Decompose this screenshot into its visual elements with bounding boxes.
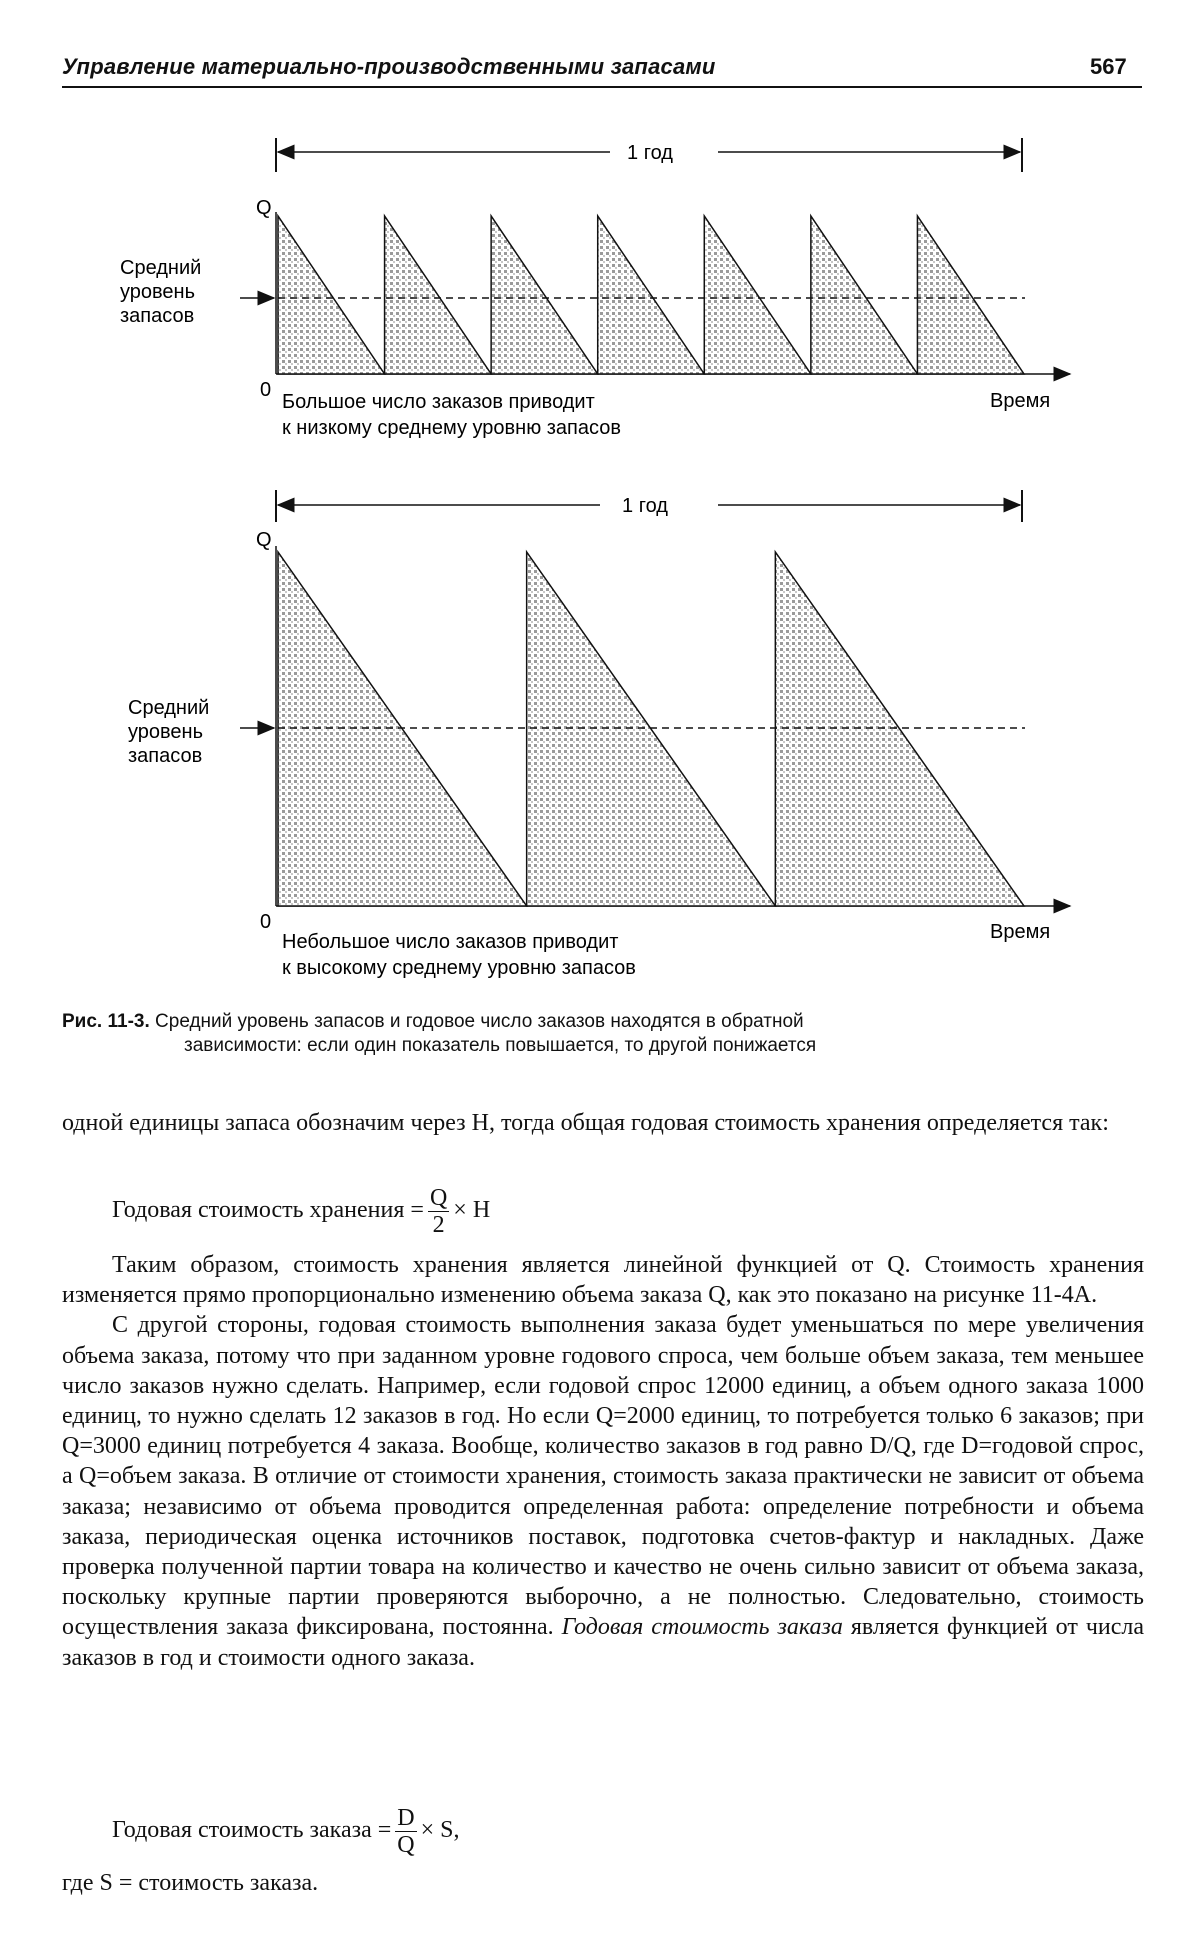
holding-cost-denominator: 2 <box>432 1212 445 1238</box>
bottom-order-cycle-1 <box>278 552 527 906</box>
holding-cost-formula <box>112 1185 490 1238</box>
bottom-span-label: 1 год <box>622 495 668 517</box>
top-span-label: 1 год <box>627 142 673 164</box>
figure-caption-line2: зависимости: если один показатель повышается, то другой понижается <box>184 1035 817 1056</box>
top-order-cycle-1 <box>278 216 385 374</box>
top-chart <box>120 138 1070 439</box>
ordering-cost-denominator: Q <box>397 1832 415 1858</box>
running-header-title: Управление материально-производственными запасами <box>62 54 716 79</box>
bottom-zero-label: 0 <box>260 911 272 933</box>
paragraph-2: Таким образом, стоимость хранения является линейной функцией от Q. Стоимость хранения изменяется прямо пропорционально изменению объема заказа Q, как это показано на рисунке 11-4A. <box>62 1252 1144 1309</box>
top-sawtooth <box>278 216 1024 374</box>
top-zero-label: 0 <box>260 379 272 401</box>
holding-cost-fraction <box>428 1185 449 1238</box>
holding-cost-numerator: Q <box>429 1185 448 1211</box>
paragraph-4: где S = стоимость заказа. <box>62 1870 319 1896</box>
paragraph-1 <box>62 1108 1144 1138</box>
bottom-order-cycle-3 <box>775 552 1024 906</box>
ordering-cost-formula <box>112 1805 460 1858</box>
top-order-cycle-4 <box>598 216 705 374</box>
top-order-cycle-7 <box>917 216 1024 374</box>
bottom-time-label: Время <box>990 921 1051 943</box>
top-q-label: Q <box>256 197 272 219</box>
bottom-caption: Небольшое число заказов приводит к высокому среднему уровню запасов <box>282 931 636 979</box>
ordering-cost-fraction <box>395 1805 416 1858</box>
bottom-sawtooth <box>278 552 1024 906</box>
holding-cost-formula-left: Годовая стоимость хранения = <box>112 1197 424 1224</box>
top-order-cycle-3 <box>491 216 598 374</box>
bottom-chart <box>128 490 1070 979</box>
top-order-cycle-6 <box>811 216 918 374</box>
top-average-label: Средний уровень запасов <box>120 257 202 327</box>
top-order-cycle-2 <box>385 216 492 374</box>
ordering-cost-numerator: D <box>397 1805 415 1831</box>
top-order-cycle-5 <box>704 216 811 374</box>
figure-caption-line1: Средний уровень запасов и годовое число заказов находятся в обратной <box>155 1011 804 1032</box>
figure-caption <box>62 1010 1122 1058</box>
bottom-average-label: Средний уровень запасов <box>128 697 210 767</box>
ordering-cost-formula-right: × S, <box>420 1817 460 1844</box>
paragraph-1-text: одной единицы запаса обозначим через H, тогда общая годовая стоимость хранения определяется так: <box>62 1110 1109 1136</box>
page-number: 567 <box>1090 54 1127 79</box>
figure-caption-number: Рис. 11-3. <box>62 1011 150 1032</box>
paragraph-3-main: С другой стороны, годовая стоимость выполнения заказа будет уменьшаться по мере увеличения объема заказа, потому что при заданном уровне годового спроса, чем больше объем заказа, тем меньшее число заказов нужно сделать. Например, если годовой спрос 12000 единиц, а объем одного заказа 1000 единиц, то нужно сделать 12 заказов в год. Но если Q=2000 единиц, то потребуется только 6 заказов; при Q=3000 единиц потребуется 4 заказа. Вообще, количество заказов в год равно D/Q, где D=годовой спрос, а Q=объем заказа. В отличие от стоимости хранения, стоимость заказа практически не зависит от объема заказа; независимо от объема проводится определенная работа: определение потребности и объема заказа, периодическая оценка источников поставок, подготовка счетов-фактур и накладных. Даже проверка полученной партии товара на количество и качество не очень сильно зависит от объема заказа, поскольку крупные партии проверяются выборочно, а не полностью. Следовательно, стоимость осуществления заказа фиксирована, постоянна. <box>62 1312 1144 1641</box>
paragraph-3-italic: Годовая стоимость заказа <box>561 1614 843 1641</box>
body-text <box>62 1250 1144 1673</box>
bottom-q-label: Q <box>256 529 272 551</box>
bottom-order-cycle-2 <box>527 552 776 906</box>
top-time-label: Время <box>990 390 1051 412</box>
paragraph-3-tail: является функцией от числа заказов в год и стоимости одного заказа. <box>62 1614 1145 1671</box>
ordering-cost-formula-left: Годовая стоимость заказа = <box>112 1817 392 1844</box>
holding-cost-formula-right: × H <box>453 1197 491 1224</box>
top-caption: Большое число заказов приводит к низкому среднему уровню запасов <box>282 391 621 439</box>
paragraph-3 <box>62 1310 1144 1672</box>
